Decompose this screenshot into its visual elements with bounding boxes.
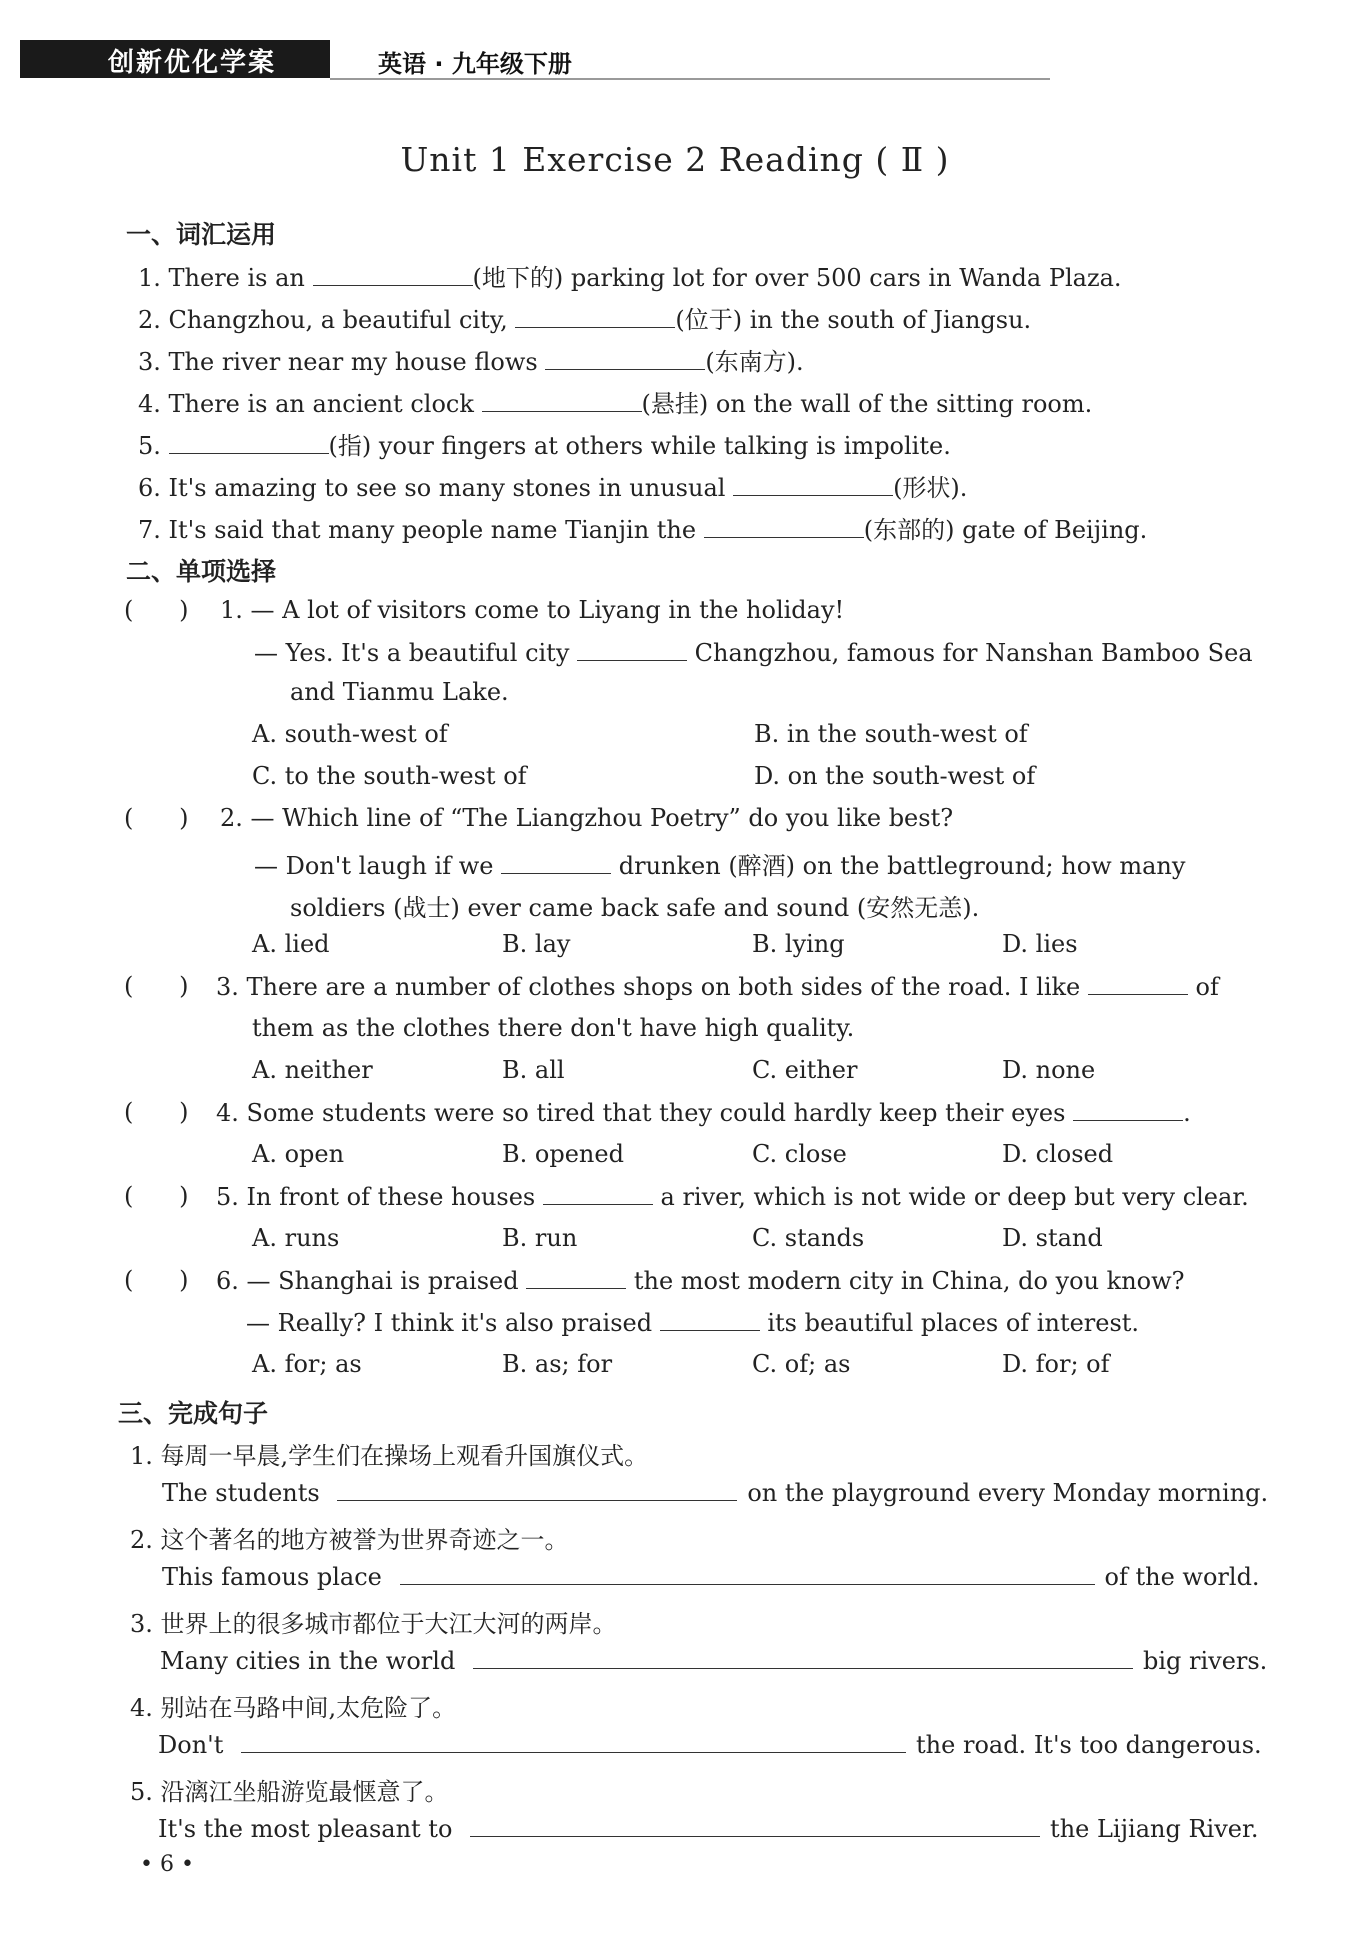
q1-option-a[interactable]: A. south-west of: [252, 720, 448, 748]
vocab-item-7: [138, 510, 1147, 545]
q6-line1: [216, 1266, 1185, 1295]
q3-option-c[interactable]: C. either: [752, 1056, 858, 1084]
q5-option-c[interactable]: C. stands: [752, 1224, 865, 1252]
q4-line1-text: 4. Some students were so tired that they could hardly keep their eyes: [216, 1099, 1074, 1127]
q4-option-a[interactable]: A. open: [252, 1140, 345, 1168]
q4-option-b[interactable]: B. opened: [502, 1140, 624, 1168]
q5-option-b[interactable]: B. run: [502, 1224, 578, 1252]
answer-blank[interactable]: [733, 473, 893, 496]
q1-line2-text: — Yes. It's a beautiful city: [254, 639, 578, 667]
answer-blank[interactable]: [543, 1182, 653, 1205]
q4-line1: [216, 1098, 1191, 1127]
q3-line1-text: of: [1187, 973, 1219, 1001]
q2-line2: [254, 846, 1185, 881]
q6-option-b[interactable]: B. as; for: [502, 1350, 613, 1378]
answer-blank[interactable]: [1088, 972, 1188, 995]
q2-option-c[interactable]: B. lying: [752, 930, 845, 958]
answer-blank[interactable]: [313, 263, 473, 286]
answer-blank[interactable]: [169, 431, 329, 454]
answer-blank[interactable]: [704, 515, 864, 538]
answer-blank[interactable]: [526, 1266, 626, 1289]
sentence-start: This famous place: [162, 1563, 382, 1591]
sentence-4-chinese: 4. 别站在马路中间,太危险了。: [130, 1694, 457, 1722]
answer-blank[interactable]: [660, 1308, 760, 1331]
vocab-item-text: 4. There is an ancient clock: [138, 390, 482, 418]
q6-line1-text: 6. — Shanghai is praised: [216, 1267, 527, 1295]
vocab-item-4: [138, 384, 1092, 419]
sentence-end: the Lijiang River.: [1050, 1815, 1259, 1843]
subject-label: 英语 · 九年级下册: [378, 50, 572, 78]
answer-blank[interactable]: [241, 1730, 906, 1753]
q3-line1: [216, 972, 1219, 1001]
vocab-item-text: (形状).: [893, 474, 968, 502]
answer-blank[interactable]: [1073, 1098, 1183, 1121]
sentence-start: It's the most pleasant to: [158, 1815, 453, 1843]
q1-line3: and Tianmu Lake.: [290, 678, 509, 706]
vocab-item-3: [138, 342, 804, 377]
q3-option-d[interactable]: D. none: [1002, 1056, 1096, 1084]
q3-option-a[interactable]: A. neither: [252, 1056, 373, 1084]
q2-option-a[interactable]: A. lied: [252, 930, 330, 958]
q1-line1: 1. — A lot of visitors come to Liyang in the holiday!: [220, 596, 845, 624]
answer-blank[interactable]: [473, 1646, 1133, 1669]
vocab-item-text: 5.: [138, 432, 169, 460]
answer-bracket[interactable]: ( ): [124, 804, 189, 832]
sentence-end: big rivers.: [1142, 1647, 1268, 1675]
sentence-2-chinese: 2. 这个著名的地方被誉为世界奇迹之一。: [130, 1526, 569, 1554]
q2-line1: 2. — Which line of “The Liangzhou Poetry” do you like best?: [220, 804, 954, 832]
vocab-item-6: [138, 468, 967, 503]
sentence-1-line: [162, 1478, 1268, 1507]
vocab-item-text: (指) your fingers at others while talking is impolite.: [328, 432, 951, 460]
sentence-start: The students: [162, 1479, 320, 1507]
answer-bracket[interactable]: ( ): [124, 972, 189, 1000]
q6-line2-text: — Really? I think it's also praised: [246, 1309, 660, 1337]
q1-line2-text: Changzhou, famous for Nanshan Bamboo Sea: [687, 639, 1253, 667]
sentence-start: Don't: [158, 1731, 224, 1759]
vocab-item-text: (东部的) gate of Beijing.: [863, 516, 1148, 544]
section1-heading: 一、词汇运用: [126, 220, 277, 249]
q1-line2: [254, 638, 1253, 667]
q3-line2: them as the clothes there don't have high quality.: [252, 1014, 855, 1042]
answer-bracket[interactable]: ( ): [124, 1266, 189, 1294]
answer-blank[interactable]: [515, 305, 675, 328]
answer-bracket[interactable]: ( ): [124, 1182, 189, 1210]
section2-heading: 二、单项选择: [126, 557, 277, 586]
answer-blank[interactable]: [501, 851, 611, 874]
q2-line2-text: drunken (醉酒) on the battleground; how many: [611, 852, 1186, 880]
sentence-1-chinese: 1. 每周一早晨,学生们在操场上观看升国旗仪式。: [130, 1442, 649, 1470]
vocab-item-5: [138, 426, 951, 461]
q5-option-a[interactable]: A. runs: [252, 1224, 340, 1252]
q2-line3: soldiers (战士) ever came back safe and sound (安然无恙).: [290, 894, 980, 922]
vocab-item-text: 3. The river near my house flows: [138, 348, 546, 376]
q1-option-c[interactable]: C. to the south-west of: [252, 762, 527, 790]
vocab-item-text: (位于) in the south of Jiangsu.: [675, 306, 1032, 334]
q6-option-c[interactable]: C. of; as: [752, 1350, 851, 1378]
q6-line2-text: its beautiful places of interest.: [759, 1309, 1140, 1337]
q3-line1-text: 3. There are a number of clothes shops on both sides of the road. I like: [216, 973, 1088, 1001]
vocab-item-text: 6. It's amazing to see so many stones in unusual: [138, 474, 734, 502]
header-divider: [330, 78, 1050, 80]
sentence-5-chinese: 5. 沿漓江坐船游览最惬意了。: [130, 1778, 449, 1806]
sentence-2-line: [162, 1562, 1260, 1591]
vocab-item-1: [138, 258, 1122, 293]
sentence-start: Many cities in the world: [160, 1647, 456, 1675]
q5-line1: [216, 1182, 1249, 1211]
sentence-4-line: [158, 1730, 1262, 1759]
vocab-item-text: (东南方).: [705, 348, 804, 376]
sentence-3-line: [160, 1646, 1267, 1675]
q1-option-d[interactable]: D. on the south-west of: [754, 762, 1036, 790]
sentence-end: on the playground every Monday morning.: [747, 1479, 1269, 1507]
answer-blank[interactable]: [545, 347, 705, 370]
answer-bracket[interactable]: ( ): [124, 1098, 189, 1126]
sentence-end: the road. It's too dangerous.: [916, 1731, 1262, 1759]
answer-blank[interactable]: [577, 638, 687, 661]
q5-line1-text: 5. In front of these houses: [216, 1183, 543, 1211]
q4-option-d[interactable]: D. closed: [1002, 1140, 1114, 1168]
q6-line2: [246, 1308, 1139, 1337]
answer-blank[interactable]: [400, 1562, 1095, 1585]
page-number: • 6 •: [140, 1852, 194, 1877]
vocab-item-text: 2. Changzhou, a beautiful city,: [138, 306, 516, 334]
vocab-item-text: 7. It's said that many people name Tianjin the: [138, 516, 704, 544]
q2-line2-text: — Don't laugh if we: [254, 852, 502, 880]
vocab-item-text: 1. There is an: [138, 264, 313, 292]
section3-heading: 三、完成句子: [118, 1399, 269, 1428]
vocab-item-text: (地下的) parking lot for over 500 cars in Wanda Plaza.: [472, 264, 1122, 292]
brand-logo: 创新优化学案: [108, 48, 277, 78]
q4-line1-text: .: [1183, 1099, 1191, 1127]
answer-bracket[interactable]: ( ): [124, 596, 189, 624]
q6-option-a[interactable]: A. for; as: [252, 1350, 362, 1378]
q4-option-c[interactable]: C. close: [752, 1140, 847, 1168]
answer-blank[interactable]: [470, 1814, 1040, 1837]
sentence-end: of the world.: [1104, 1563, 1260, 1591]
page-title: Unit 1 Exercise 2 Reading ( Ⅱ ): [400, 140, 950, 179]
sentence-3-chinese: 3. 世界上的很多城市都位于大江大河的两岸。: [130, 1610, 617, 1638]
q5-line1-text: a river, which is not wide or deep but very clear.: [652, 1183, 1249, 1211]
q5-option-d[interactable]: D. stand: [1002, 1224, 1103, 1252]
q6-line1-text: the most modern city in China, do you know?: [626, 1267, 1185, 1295]
answer-blank[interactable]: [337, 1478, 737, 1501]
q2-option-b[interactable]: B. lay: [502, 930, 571, 958]
q3-option-b[interactable]: B. all: [502, 1056, 565, 1084]
answer-blank[interactable]: [482, 389, 642, 412]
q6-option-d[interactable]: D. for; of: [1002, 1350, 1110, 1378]
vocab-item-2: [138, 300, 1031, 335]
vocab-item-text: (悬挂) on the wall of the sitting room.: [641, 390, 1093, 418]
q1-option-b[interactable]: B. in the south-west of: [754, 720, 1028, 748]
q2-option-d[interactable]: D. lies: [1002, 930, 1078, 958]
sentence-5-line: [158, 1814, 1258, 1843]
